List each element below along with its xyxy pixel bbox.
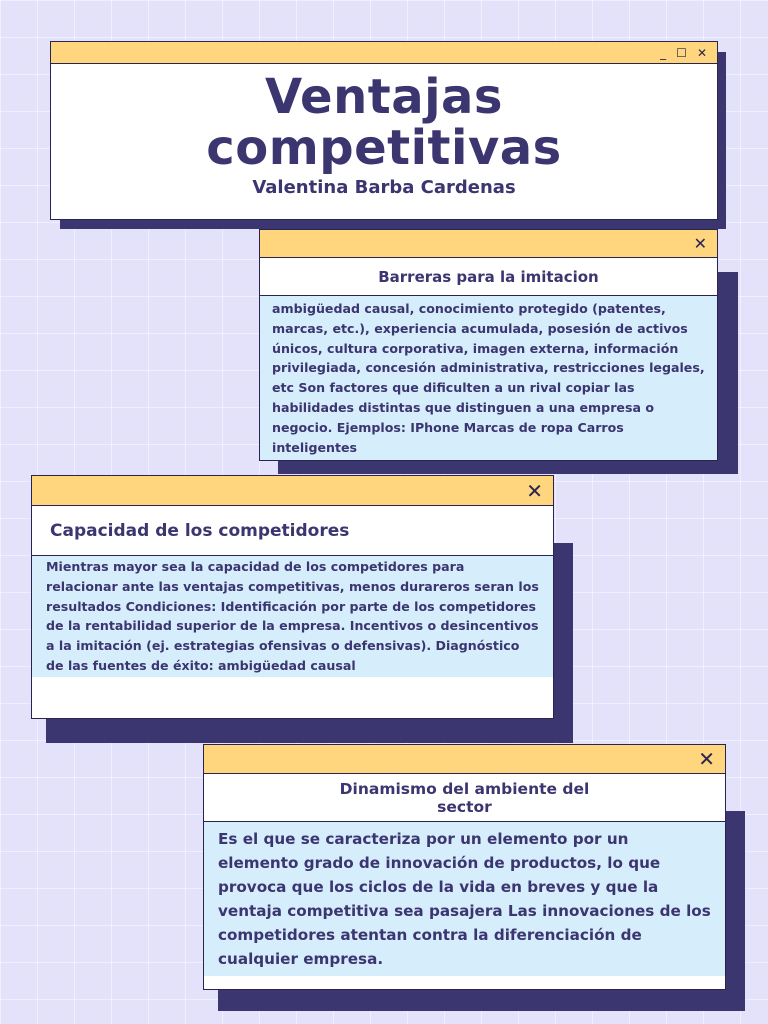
close-icon[interactable]: ✕	[526, 478, 543, 503]
barreras-window	[259, 229, 718, 461]
capacidad-heading: Capacidad de los competidores	[32, 506, 553, 556]
minimize-icon[interactable]: _	[660, 45, 667, 60]
barreras-window-titlebar[interactable]	[260, 230, 717, 258]
dinamismo-body-text: Es el que se caracteriza por un elemento por un elemento grado de innovación de productos, lo que provoca que los ciclos de la vida en breves y que la ventaja competitiva sea pasajera Las innovaciones de los competidores atentan contra la diferenciación de cualquier empresa.	[204, 822, 725, 976]
barreras-heading: Barreras para la imitacion	[260, 258, 717, 296]
author-name: Valentina Barba Cardenas	[252, 177, 516, 198]
barreras-body-text: ambigüedad causal, conocimiento protegido (patentes, marcas, etc.), experiencia acumulada, posesión de activos únicos, cultura corporativa, imagen externa, información privilegiada, concesión administrativa, restricciones legales, etc Son factores que dificulten a un rival copiar las habilidades distintas que distinguen a una empresa o negocio. Ejemplos: IPhone Marcas de ropa Carros inteligentes	[260, 296, 717, 460]
page-title-line-2: competitivas	[206, 120, 562, 176]
capacidad-body-text: Mientras mayor sea la capacidad de los competidores para relacionar ante las ventajas competitivas, menos durareros seran los resultados Condiciones: Identificación por parte de los competidores de la rentabilidad superior de la empresa. Incentivos o desincentivos a la imitación (ej. estrategias ofensivas o defensivas). Diagnóstico de las fuentes de éxito: ambigüedad causal	[32, 556, 553, 677]
window-controls	[660, 42, 707, 63]
title-window	[50, 41, 718, 220]
capacidad-window-titlebar[interactable]	[32, 476, 553, 506]
dinamismo-window-titlebar[interactable]	[204, 745, 725, 774]
close-icon[interactable]: ✕	[696, 45, 707, 60]
close-icon[interactable]: ✕	[698, 747, 715, 771]
title-window-titlebar[interactable]	[51, 42, 717, 64]
dinamismo-heading: Dinamismo del ambiente del sector	[339, 779, 590, 816]
capacidad-window	[31, 475, 554, 719]
close-icon[interactable]: ✕	[693, 233, 707, 253]
dinamismo-heading-box	[204, 774, 725, 822]
maximize-icon[interactable]: ☐	[676, 45, 687, 60]
title-content	[51, 64, 717, 198]
page-title-line-1: Ventajas	[265, 69, 503, 125]
dinamismo-window	[203, 744, 726, 990]
